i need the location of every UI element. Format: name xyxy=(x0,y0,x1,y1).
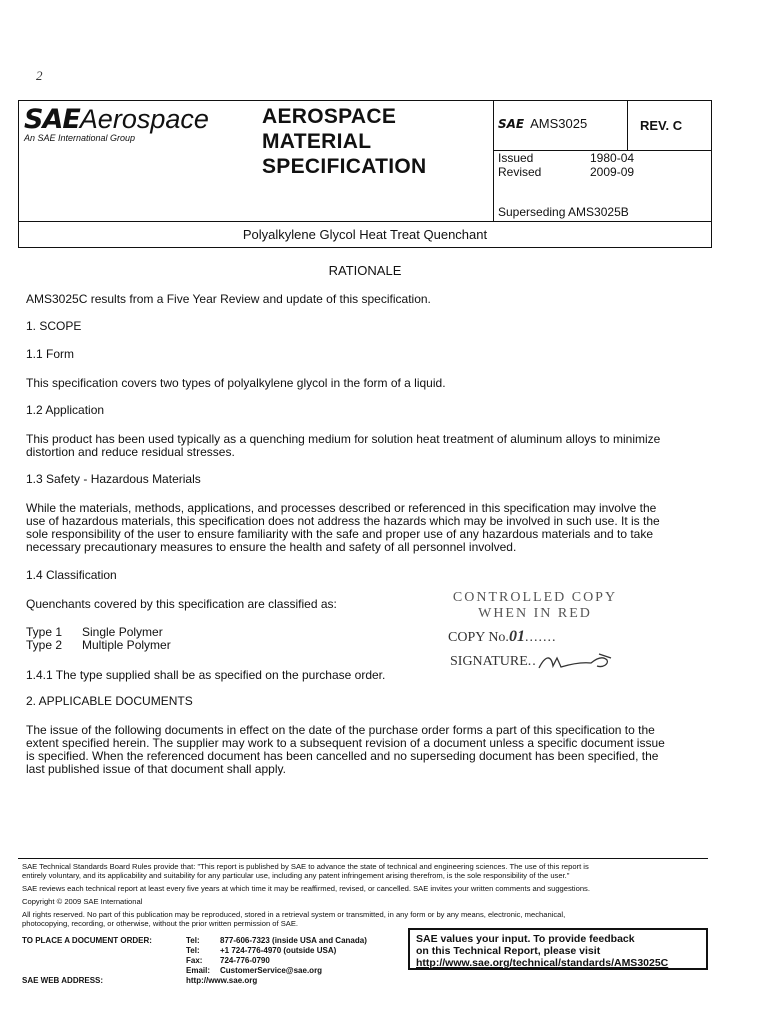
paragraph-line: use of hazardous materials, this specification does not address the hazards which may be involved in such use. It is the xyxy=(26,514,660,528)
paragraph xyxy=(26,724,708,776)
section-heading: 1.4 Classification xyxy=(26,568,117,582)
type-list xyxy=(26,626,171,652)
fine-print-line: All rights reserved. No part of this publication may be reproduced, stored in a retrieval system or transmitted, in any form or by any means, electronic, mechanical, xyxy=(22,910,566,919)
fine-print-line: photocopying, recording, or otherwise, without the prior written permission of SAE. xyxy=(22,919,299,928)
paragraph xyxy=(26,433,708,459)
rationale-heading: RATIONALE xyxy=(328,263,402,278)
copyright-note: Copyright © 2009 SAE International xyxy=(22,897,143,906)
section-heading: 1.3 Safety - Hazardous Materials xyxy=(26,472,201,486)
rights-note xyxy=(22,910,710,928)
document-type-title xyxy=(262,104,427,179)
contact-label: Tel: xyxy=(186,946,200,955)
feedback-link[interactable]: http://www.sae.org/technical/standards/AMS3025C xyxy=(416,957,669,969)
page-number-mark: 2 xyxy=(36,68,43,83)
contact-label: Tel: xyxy=(186,936,200,945)
fine-print-line: SAE Technical Standards Board Rules provide that: "This report is published by SAE to advance the state of technical and engineering sciences. The use of this report is xyxy=(22,862,589,871)
paragraph-line: necessary precautionary measures to ensure the health and safety of all personnel involved. xyxy=(26,540,517,554)
feedback-box xyxy=(408,928,708,970)
paragraph xyxy=(26,502,708,554)
header-divider xyxy=(493,100,494,222)
section-heading: 2. APPLICABLE DOCUMENTS xyxy=(26,694,193,708)
logo-sae: SAE xyxy=(24,104,80,135)
header-divider xyxy=(18,221,712,222)
logo-tagline: An SAE International Group xyxy=(24,133,136,143)
contact-value: 724-776-0790 xyxy=(220,956,270,965)
order-label: TO PLACE A DOCUMENT ORDER: xyxy=(22,936,152,945)
title-line: MATERIAL xyxy=(262,130,372,153)
contact-label: Email: xyxy=(186,966,211,975)
paragraph-line: distortion and reduce residual stresses. xyxy=(26,445,235,459)
paragraph-line: The issue of the following documents in effect on the date of the purchase order forms a part of this specification to the xyxy=(26,723,655,737)
title-line: SPECIFICATION xyxy=(262,155,427,178)
paragraph-line: extent specified herein. The supplier may work to a subsequent revision of a document unless a specific document issue xyxy=(26,736,665,750)
tsb-rules-note xyxy=(22,862,710,880)
stamp-line: CONTROLLED COPY xyxy=(452,590,618,605)
revision-label: REV. C xyxy=(640,118,683,133)
section-heading: 1.2 Application xyxy=(26,403,105,417)
title-line: AEROSPACE xyxy=(262,105,397,128)
section-heading: 1.1 Form xyxy=(26,347,75,361)
sae-aerospace-logo xyxy=(24,104,244,143)
type-label: Type 2 xyxy=(26,638,63,652)
paragraph: Quenchants covered by this specification are classified as: xyxy=(26,597,337,611)
contact-label: Fax: xyxy=(186,956,203,965)
contact-list xyxy=(186,936,367,976)
contact-value: +1 724-776-4970 (outside USA) xyxy=(220,946,337,955)
signature-scribble xyxy=(537,652,617,672)
superseding-note: Superseding AMS3025B xyxy=(498,205,629,219)
email-link[interactable]: CustomerService@sae.org xyxy=(220,966,323,975)
stamp-copy-number: COPY No.01....... xyxy=(448,628,557,645)
paragraph-line: is specified. When the referenced document has been cancelled and no superseding document has been specified, the xyxy=(26,749,659,763)
stamp-line: WHEN IN RED xyxy=(478,606,592,621)
issued-label: Issued xyxy=(498,151,534,165)
paragraph-line: sole responsibility of the user to ensure familiarity with the safe and proper use of any hazardous materials and to take xyxy=(26,527,654,541)
type-label: Type 1 xyxy=(26,625,63,639)
logo-aerospace: Aerospace xyxy=(79,104,209,134)
revised-label: Revised xyxy=(498,165,542,179)
type-value: Multiple Polymer xyxy=(82,638,171,652)
issued-value: 1980-04 xyxy=(590,151,635,165)
paragraph-line: last published issue of that document shall apply. xyxy=(26,762,286,776)
spec-number-value: AMS3025 xyxy=(530,116,588,131)
copy-label: COPY No. xyxy=(448,630,509,645)
controlled-copy-stamp xyxy=(430,590,640,672)
contact-value: 877-606-7323 (inside USA and Canada) xyxy=(220,936,367,945)
section-heading: 1.4.1 The type supplied shall be as specified on the purchase order. xyxy=(26,668,386,682)
stamp-signature: SIGNATURE.. xyxy=(450,652,640,672)
revised-value: 2009-09 xyxy=(590,165,635,179)
type-value: Single Polymer xyxy=(82,625,163,639)
spec-number xyxy=(498,116,587,131)
footer-rule xyxy=(18,858,708,859)
rationale-text: AMS3025C results from a Five Year Review and update of this specification. xyxy=(26,292,431,306)
web-address-label: SAE WEB ADDRESS: xyxy=(22,976,104,985)
header-divider xyxy=(627,100,628,150)
fine-print-line: entirely voluntary, and its applicability and suitability for any particular use, including any patent infringement arising therefrom, is the sole responsibility of the user." xyxy=(22,871,570,880)
document-title: Polyalkylene Glycol Heat Treat Quenchant xyxy=(242,227,488,242)
copy-value: 01 xyxy=(508,628,525,645)
review-note: SAE reviews each technical report at least every five years at which time it may be reaffirmed, revised, or cancelled. SAE invites your written comments and suggestions. xyxy=(22,884,590,893)
signature-label: SIGNATURE xyxy=(450,654,528,670)
spec-sae-logo: SAE xyxy=(498,117,525,131)
feedback-line: SAE values your input. To provide feedback xyxy=(416,933,635,945)
paragraph-line: While the materials, methods, applications, and processes described or referenced in this specification may involve the xyxy=(26,501,657,515)
section-heading: 1. SCOPE xyxy=(26,319,82,333)
feedback-line: on this Technical Report, please visit xyxy=(416,945,601,957)
paragraph-line: This product has been used typically as a quenching medium for solution heat treatment of aluminum alloys to minimize xyxy=(26,432,661,446)
web-address-link[interactable]: http://www.sae.org xyxy=(186,976,258,985)
paragraph: This specification covers two types of polyalkylene glycol in the form of a liquid. xyxy=(26,376,446,390)
issue-dates xyxy=(498,151,634,179)
